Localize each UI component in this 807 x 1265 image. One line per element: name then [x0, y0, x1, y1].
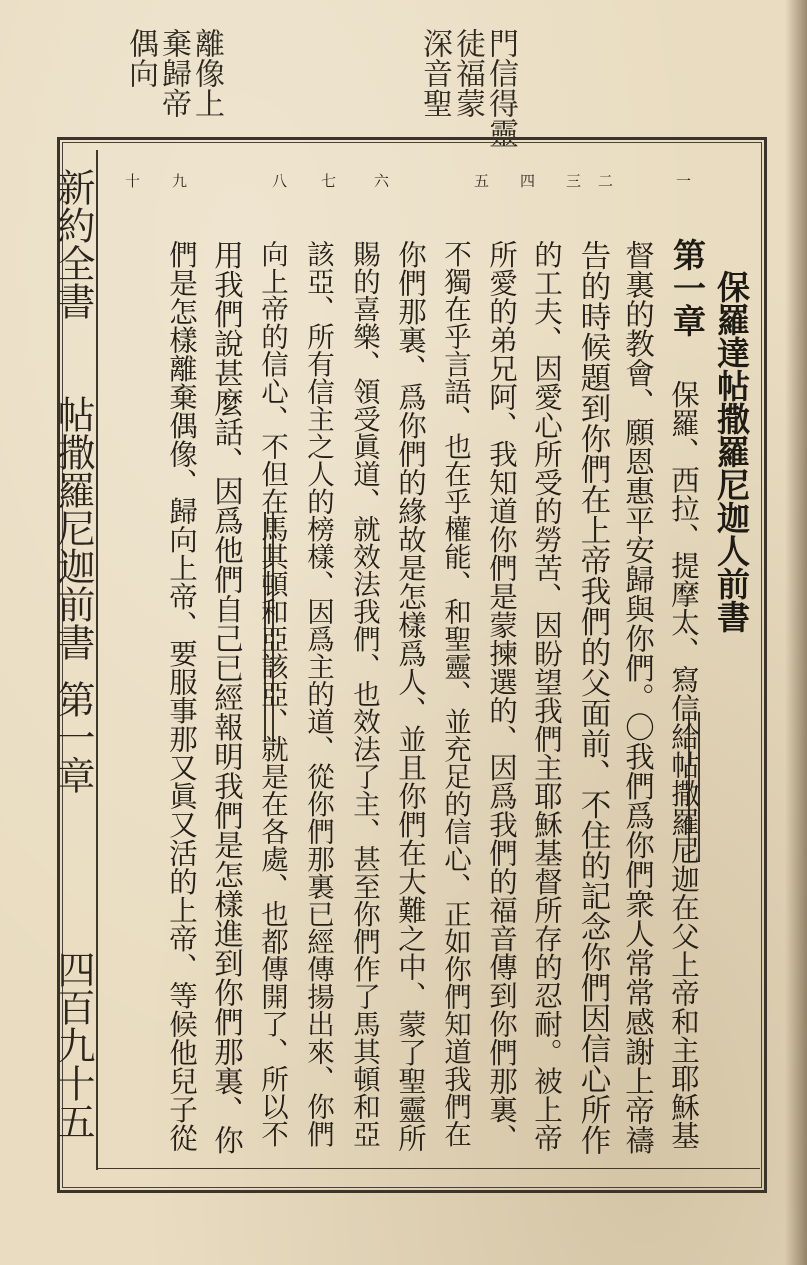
running-head-line: 離像上: [189, 28, 224, 118]
text-column: 的工夫、因愛心所受的勞苦、因盼望我們主耶穌基督所存的忍耐。被上帝: [530, 240, 563, 1152]
running-title: 帖撒羅尼迦前書: [51, 395, 95, 661]
verse-number: 五: [474, 172, 490, 190]
chapter-label: 第一章: [51, 680, 95, 794]
text-column: 賜的喜樂、領受眞道、就效法我們、也效法了主、甚至你們作了馬其頓和亞: [348, 240, 380, 1148]
running-head-line: 深音聖: [417, 28, 452, 118]
verse-number: 九: [172, 172, 188, 190]
running-head-line: 徒福蒙: [450, 28, 485, 118]
text-column: 們是怎樣離棄偶像、歸向上帝、要服事那又眞又活的上帝、等候他兒子從: [165, 240, 198, 1152]
verse-number: 六: [374, 172, 390, 190]
page-number: 四百九十五: [51, 950, 95, 1140]
text-column: 不獨在乎言語、也在乎權能、和聖靈、並充足的信心、正如你們知道我們在: [439, 240, 471, 1148]
text-column: 告的時候題到你們在上帝我們的父面前、不住的記念你們因信心所作: [575, 240, 610, 1155]
running-head-line: 門信得靈: [483, 28, 518, 148]
running-head-line: 偶向: [123, 28, 158, 88]
text-column: 用我們說甚麼話、因爲他們自己已經報明我們是怎樣進到你們那裏、你: [210, 240, 244, 1155]
bottom-rule: [96, 1168, 760, 1169]
verse-number: 四: [520, 172, 536, 190]
epistle-title: 保羅達帖撒羅尼迦人前書: [712, 270, 751, 633]
text-column: 向上帝的信心、不但在馬其頓和亞該亞、就是在各處、也都傳開了、所以不: [256, 240, 288, 1148]
verse-number: 十: [125, 172, 141, 190]
page-edge-shadow: [785, 0, 807, 1265]
text-column: 該亞、所有信主之人的榜樣、因爲主的道、從你們那裏已經傳揚出來、你們: [302, 240, 334, 1148]
verse-number: 三: [566, 172, 582, 190]
verse-number: 二: [598, 172, 614, 190]
verse-number: 七: [321, 172, 337, 190]
text-column: 你們那裏、爲你們的緣故是怎樣爲人、並且你們在大難之中、蒙了聖靈所: [394, 240, 427, 1152]
book-title: 新約全書: [51, 168, 95, 320]
verse-number: 一: [676, 172, 692, 190]
verse-number: 八: [272, 172, 288, 190]
chapter-heading: 第一章: [668, 238, 707, 337]
running-head-line: 棄歸帝: [156, 28, 191, 118]
text-column: 督裏的教會、願恩惠平安歸與你們。〇我們爲你們衆人常常感謝上帝禱: [621, 240, 655, 1155]
text-column: 保羅、西拉、提摩太、寫信給帖撒羅尼迦在父上帝和主耶穌基: [667, 380, 700, 1150]
margin-rule: [96, 150, 98, 1170]
text-column: 所愛的弟兄阿、我知道你們是蒙揀選的、因爲我們的福音傳到你們那裏、: [485, 240, 518, 1152]
